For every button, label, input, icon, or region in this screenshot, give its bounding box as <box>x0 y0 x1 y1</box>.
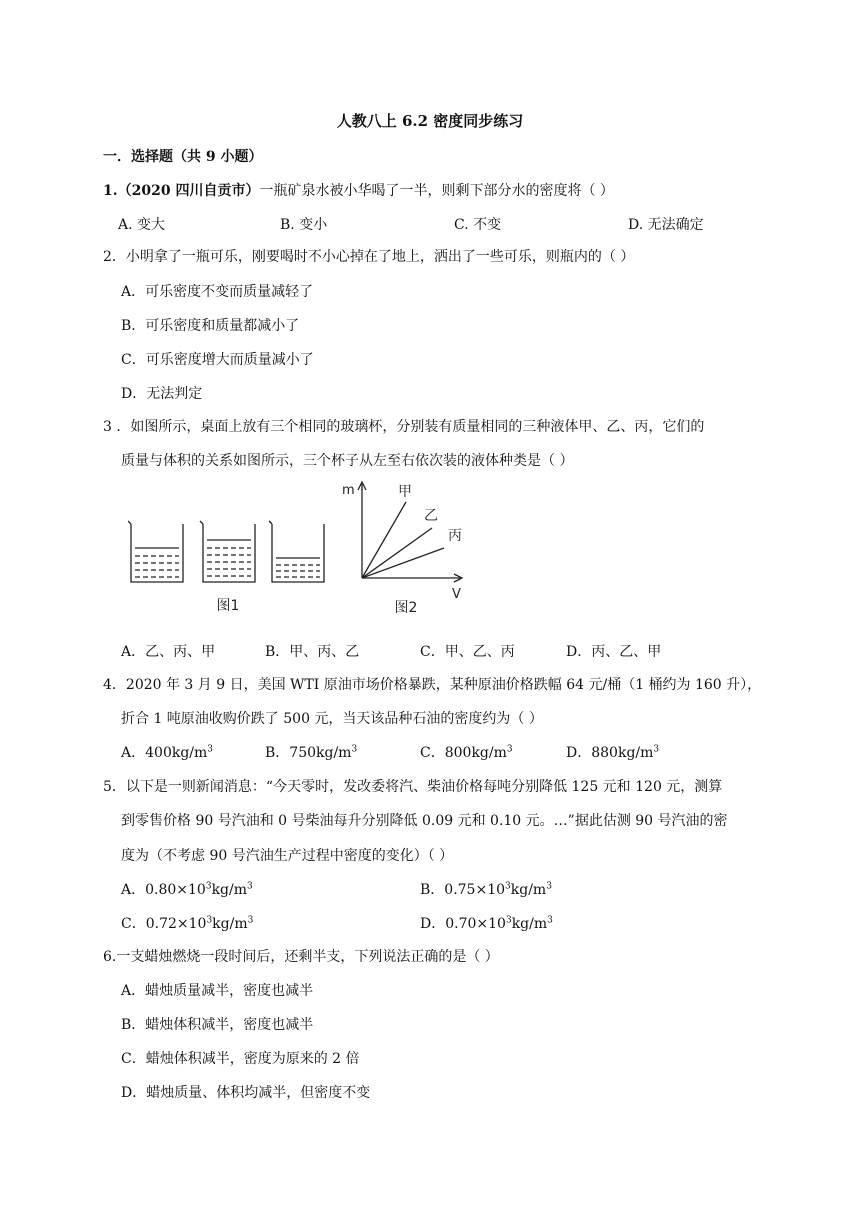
q4-option-d[interactable]: D．$880kg/m^3$ <box>566 744 660 761</box>
question-5-stem-line1: 5．以下是一则新闻消息：“今天零时，发改委将汽、柴油价格每吨分别降低 125 元和 120 元，测算 <box>103 779 723 795</box>
axis-label-v: V <box>452 587 461 602</box>
q5-option-b[interactable]: B．$0.75\times 10^3kg/m^3$ <box>420 881 552 898</box>
question-3-stem-line2: 质量与体积的关系如图所示，三个杯子从左至右依次装的液体种类是（ ） <box>121 453 574 469</box>
question-4-stem-line2: 折合 1 吨原油收购价跌了 500 元，当天该品种石油的密度约为（ ） <box>121 711 543 727</box>
q2-option-c[interactable]: C．可乐密度增大而质量减小了 <box>121 352 314 368</box>
line-yi <box>362 528 432 578</box>
label-bing: 丙 <box>448 528 462 544</box>
q2-option-d[interactable]: D．无法判定 <box>121 386 203 402</box>
figure-2-label: 图2 <box>394 600 418 616</box>
figure-2-graph <box>336 478 476 618</box>
q6-option-b[interactable]: B．蜡烛体积减半，密度也减半 <box>121 1017 314 1033</box>
line-jia <box>362 502 406 578</box>
q2-option-b[interactable]: B．可乐密度和质量都减小了 <box>121 318 300 334</box>
question-1-source: 1.（2020 四川自贡市） <box>103 183 260 199</box>
q5-option-d[interactable]: D．$0.70\times 10^3kg/m^3$ <box>420 915 553 932</box>
q6-option-d[interactable]: D．蜡烛质量、体积均减半，但密度不变 <box>121 1085 371 1101</box>
page-title: 人教八上 6.2 密度同步练习 <box>336 112 524 130</box>
q1-option-d[interactable]: D. 无法确定 <box>628 217 704 233</box>
q4-option-c[interactable]: C．$800kg/m^3$ <box>420 744 513 761</box>
q3-option-b[interactable]: B．甲、丙、乙 <box>265 644 360 660</box>
question-2-stem: 2．小明拿了一瓶可乐，刚要喝时不小心掉在了地上，洒出了一些可乐，则瓶内的（ ） <box>103 249 635 265</box>
question-5-stem-line3: 度为（不考虑 90 号汽油生产过程中密度的变化）（ ） <box>121 848 454 864</box>
q1-option-a[interactable]: A. 变大 <box>118 217 166 233</box>
axis-label-m: m <box>342 483 355 498</box>
q1-option-c[interactable]: C. 不变 <box>454 217 502 233</box>
q3-option-d[interactable]: D．丙、乙、甲 <box>566 644 662 660</box>
q5-option-a[interactable]: A．$0.80\times 10^3kg/m^3$ <box>121 881 253 898</box>
label-jia: 甲 <box>398 484 412 500</box>
q3-option-c[interactable]: C．甲、乙、丙 <box>420 644 515 660</box>
q3-option-a[interactable]: A．乙、丙、甲 <box>121 644 216 660</box>
line-bing <box>362 548 444 578</box>
question-3-stem-line1: 3 ．如图所示，桌面上放有三个相同的玻璃杯，分别装有质量相同的三种液体甲、乙、丙，它们的 <box>103 419 705 435</box>
figure-1-label: 图1 <box>216 598 240 614</box>
question-5-stem-line2: 到零售价格 90 号汽油和 0 号柴油每升分别降低 0.09 元和 0.10 元。…”据此估测 90 号汽油的密 <box>121 813 728 829</box>
question-1-stem <box>103 180 614 200</box>
q5-option-c[interactable]: C．$0.72\times 10^3kg/m^3$ <box>121 915 254 932</box>
question-4-stem-line1: 4．2020 年 3 月 9 日，美国 WTI 原油市场价格暴跌，某种原油价格跌幅 64 元/桶（1 桶约为 160 升）， <box>103 677 762 693</box>
section-heading: 一．选择题（共 9 小题） <box>103 149 263 165</box>
q4-option-b[interactable]: B．$750kg/m^3$ <box>265 744 358 761</box>
q1-option-b[interactable]: B. 变小 <box>280 217 328 233</box>
label-yi: 乙 <box>424 508 438 524</box>
q4-option-a[interactable]: A．$400kg/m^3$ <box>121 744 214 761</box>
figure-1-beakers <box>128 518 328 618</box>
q2-option-a[interactable]: A．可乐密度不变而质量减轻了 <box>121 284 314 300</box>
question-1-text: 一瓶矿泉水被小华喝了一半，则剩下部分水的密度将（ ） <box>259 183 614 199</box>
q6-option-c[interactable]: C．蜡烛体积减半，密度为原来的 2 倍 <box>121 1051 360 1067</box>
question-6-stem: 6.一支蜡烛燃烧一段时间后，还剩半支，下列说法正确的是（ ） <box>103 949 499 965</box>
q6-option-a[interactable]: A．蜡烛质量减半，密度也减半 <box>121 983 314 999</box>
